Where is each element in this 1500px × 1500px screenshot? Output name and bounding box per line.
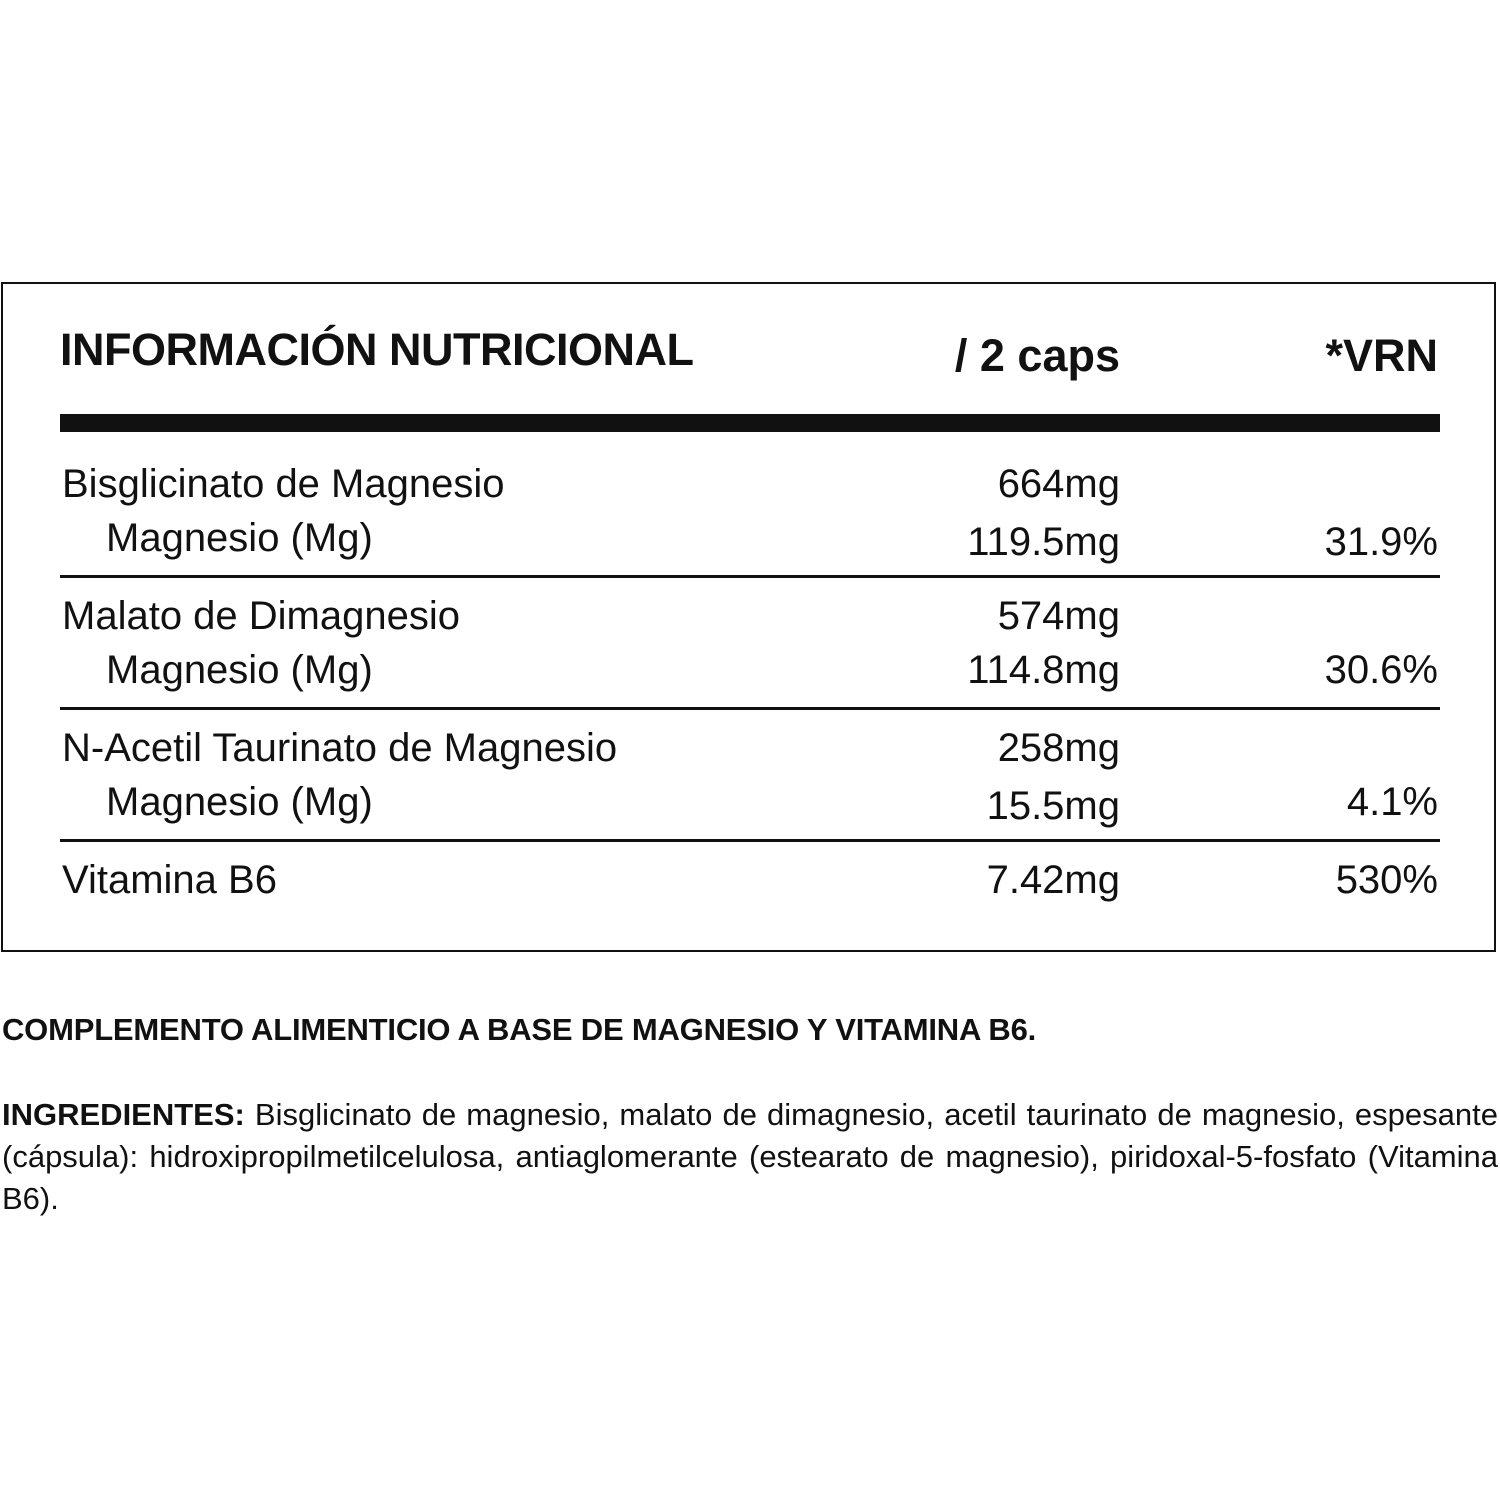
row-divider bbox=[60, 575, 1440, 578]
row-divider bbox=[60, 839, 1440, 842]
nutrition-table-title: INFORMACIÓN NUTRICIONAL bbox=[60, 324, 694, 375]
row-amount: 7.42mg bbox=[986, 858, 1120, 902]
row-sub-vrn: 30.6% bbox=[1324, 648, 1438, 692]
row-sub-amount: 114.8mg bbox=[967, 648, 1120, 692]
row-name: Malato de Dimagnesio bbox=[62, 594, 460, 638]
vrn-header: *VRN bbox=[1325, 330, 1438, 381]
header-divider bbox=[60, 414, 1440, 432]
row-vrn: 530% bbox=[1335, 858, 1438, 902]
row-sub-name: Magnesio (Mg) bbox=[106, 516, 373, 560]
row-name: Bisglicinato de Magnesio bbox=[62, 462, 505, 506]
row-amount: 664mg bbox=[997, 462, 1120, 506]
row-divider bbox=[60, 707, 1440, 710]
row-name: N-Acetil Taurinato de Magnesio bbox=[62, 726, 618, 770]
row-amount: 574mg bbox=[997, 594, 1120, 638]
ingredients-label: INGREDIENTES: bbox=[2, 1097, 245, 1132]
row-sub-amount: 15.5mg bbox=[986, 784, 1120, 828]
row-sub-name: Magnesio (Mg) bbox=[106, 648, 373, 692]
ingredients-paragraph bbox=[2, 1094, 1498, 1220]
per-serving-header: / 2 caps bbox=[954, 330, 1120, 381]
row-name: Vitamina B6 bbox=[62, 858, 277, 902]
row-amount: 258mg bbox=[997, 726, 1120, 770]
row-sub-vrn: 31.9% bbox=[1324, 520, 1438, 564]
ingredients-text: Bisglicinato de magnesio, malato de dimagnesio, acetil taurinato de magnesio, espesante (cápsula): hidroxipropilmetilcelulosa, antiaglomerante (estearato de magnesio), piridoxal-5-fosfato (Vitamina B6). bbox=[2, 1097, 1498, 1216]
product-claim: COMPLEMENTO ALIMENTICIO A BASE DE MAGNESIO Y VITAMINA B6. bbox=[2, 1012, 1037, 1047]
row-sub-name: Magnesio (Mg) bbox=[106, 780, 373, 824]
row-sub-amount: 119.5mg bbox=[967, 520, 1120, 564]
row-sub-vrn: 4.1% bbox=[1346, 780, 1438, 824]
